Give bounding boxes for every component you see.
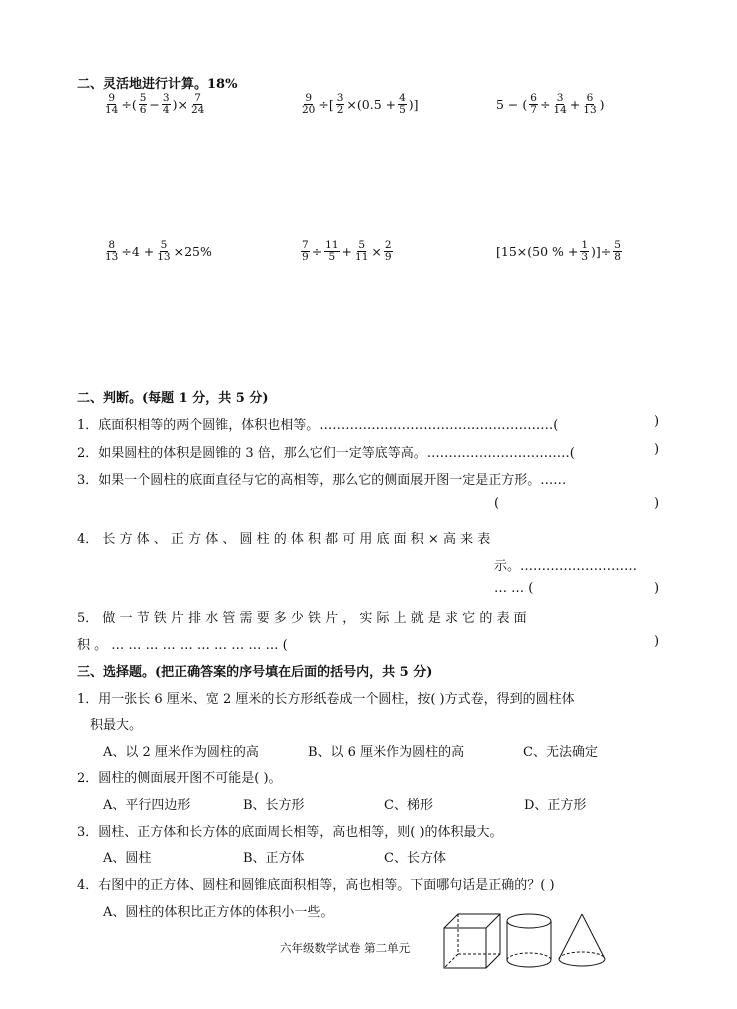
choice-question-1-cont: 积最大。 (90, 718, 143, 733)
choice-option: D、正方形 (524, 798, 587, 813)
choice-option: B、正方体 (243, 851, 305, 866)
expression-4: $\frac{8}{13}$ ÷4 + $\frac{5}{13}$ ×25% (105, 239, 212, 263)
judge-question-4-cont: 示。……………………… (494, 559, 638, 574)
expression-3: 5 − ( $\frac{6}{7}$ ÷ $\frac{3}{14}$ + $\frac{6}{13}$ ) (496, 92, 605, 116)
judge-question-1: 1．底面积相等的两个圆锥，体积也相等。………………………………………………( (77, 418, 559, 433)
fraction: $\frac{3}{4}$ (162, 92, 170, 116)
expression-2: $\frac{9}{20}$ ÷[ $\frac{3}{2}$ ×(0.5 + $\frac{4}{5}$ )] (302, 92, 419, 116)
choice-question-4: 4．右图中的正方体、圆柱和圆锥底面积相等，高也相等。下面哪句话是正确的？( ) (77, 878, 555, 893)
judge-section-title: 二、判断。(每题 1 分，共 5 分) (77, 391, 269, 406)
fraction: $\frac{5}{13}$ (157, 239, 171, 263)
cube-figure (442, 912, 504, 970)
choice-option: B、以 6 厘米作为圆柱的高 (308, 745, 465, 760)
fraction: $\frac{7}{9}$ (302, 239, 309, 263)
fraction: $\frac{4}{5}$ (399, 92, 406, 116)
fraction: $\frac{5}{6}$ (139, 92, 147, 116)
judge-answer-open-4: … … ( (494, 581, 534, 596)
judge-answer-close-4: ) (654, 581, 660, 596)
choice-option: B、长方形 (243, 798, 305, 813)
judge-answer-close-1: ) (654, 414, 660, 429)
calc-section-title: 二、灵活地进行计算。18% (77, 77, 238, 92)
cone-figure (556, 912, 608, 970)
choice-question-1: 1．用一张长 6 厘米、宽 2 厘米的长方形纸卷成一个圆柱，按( )方式卷，得到的圆柱体 (77, 692, 575, 707)
choice-option: C、长方体 (384, 851, 446, 866)
fraction: $\frac{9}{14}$ (105, 92, 119, 116)
fraction: $\frac{9}{20}$ (302, 92, 316, 116)
judge-question-3: 3．如果一个圆柱的底面直径与它的高相等，那么它的侧面展开图一定是正方形。…… (77, 473, 567, 488)
fraction: $\frac{6}{13}$ (583, 92, 597, 116)
judge-answer-close-2: ) (654, 442, 660, 457)
fraction: $\frac{8}{13}$ (105, 239, 119, 263)
choice-option: C、梯形 (384, 798, 433, 813)
choice-question-2: 2．圆柱的侧面展开图不可能是( )。 (77, 771, 282, 786)
fraction: $\frac{5}{11}$ (355, 239, 369, 263)
choice-option: A、平行四边形 (103, 798, 191, 813)
judge-answer-open-3: ( (494, 496, 500, 511)
judge-answer-close-5: ) (654, 634, 660, 649)
fraction: $\frac{11}{5}$ (325, 239, 339, 263)
fraction: $\frac{3}{14}$ (553, 92, 567, 116)
fraction: $\frac{3}{2}$ (336, 92, 344, 116)
judge-answer-close-3: ) (654, 496, 660, 511)
choice-option: C、无法确定 (523, 745, 598, 760)
choice-option: A、以 2 厘米作为圆柱的高 (103, 745, 259, 760)
fraction: $\frac{7}{24}$ (190, 92, 205, 116)
fraction: $\frac{2}{9}$ (384, 239, 392, 263)
page-footer: 六年级数学试卷 第二单元 (280, 941, 411, 955)
expression-6: [15×(50 % + $\frac{1}{3}$ )]÷ $\frac{5}{8}$ (496, 239, 621, 263)
choice-question-3: 3．圆柱、正方体和长方体的底面周长相等，高也相等，则( )的体积最大。 (77, 825, 503, 840)
cylinder-figure (504, 912, 554, 970)
judge-question-5-cont: 积 。 … … … … … … … … … … ( (77, 638, 288, 653)
choice-option: A、圆柱的体积比正方体的体积小一些。 (103, 905, 334, 920)
fraction: $\frac{6}{7}$ (530, 92, 537, 116)
judge-question-5: 5． 做 一 节 铁 片 排 水 管 需 要 多 少 铁 片 ， 实 际 上 就 是 求 它 的 表 面 (77, 611, 527, 626)
choice-option: A、圆柱 (103, 851, 152, 866)
judge-question-2: 2．如果圆柱的体积是圆锥的 3 倍，那么它们一定等底等高。……………………………( (77, 446, 575, 461)
fraction: $\frac{5}{8}$ (614, 239, 621, 263)
expression-1: $\frac{9}{14}$ ÷( $\frac{5}{6}$ − $\frac{3}{4}$ )× $\frac{7}{24}$ (105, 92, 205, 116)
expression-5: $\frac{7}{9}$ ÷ $\frac{11}{5}$ + $\frac{5}{11}$ × $\frac{2}{9}$ (302, 239, 392, 263)
choice-section-title: 三、选择题。(把正确答案的序号填在后面的括号内，共 5 分) (77, 665, 433, 680)
fraction: $\frac{1}{3}$ (581, 239, 589, 263)
judge-question-4: 4． 长 方 体 、 正 方 体 、 圆 柱 的 体 积 都 可 用 底 面 积 × 高 来 表 (77, 532, 491, 547)
